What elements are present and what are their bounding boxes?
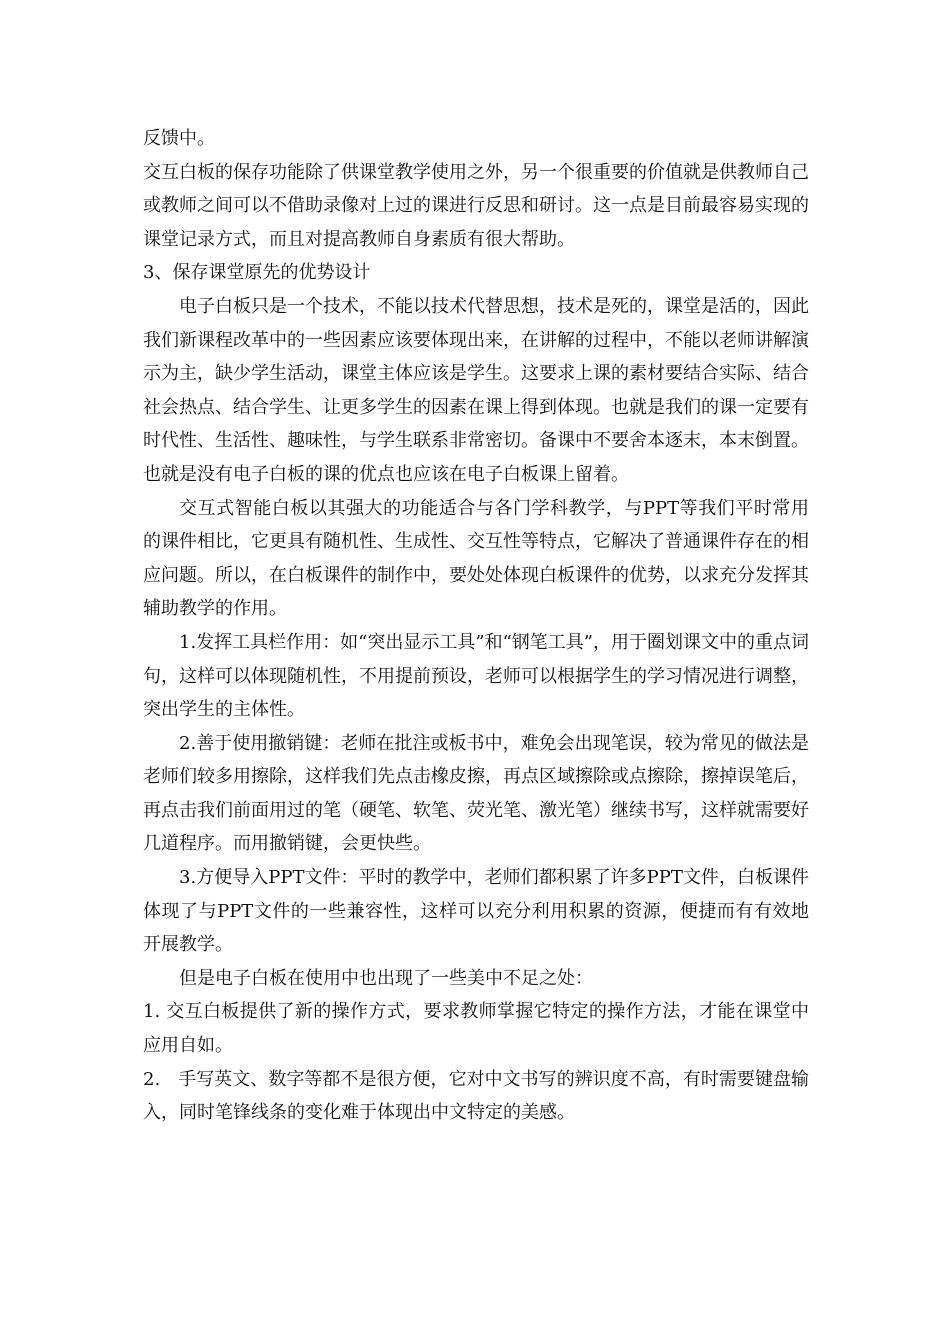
- paragraph-save-function: 交互白板的保存功能除了供课堂教学使用之外，另一个很重要的价值就是供教师自己或教师之间可以不借助录像对上过的课进行反思和研讨。这一点是目前最容易实现的课堂记录方式，而且对提高教师自身素质有很大帮助。: [143, 161, 809, 250]
- paragraph-technology: 电子白板只是一个技术，不能以技术代替思想，技术是死的，课堂是活的，因此我们新课程改革中的一些因素应该要体现出来，在讲解的过程中，不能以老师讲解演示为主，缺少学生活动，课堂主体应该是学生。这要求上课的素材要结合实际、结合社会热点、结合学生、让更多学生的因素在课上得到体现。也就是我们的课一定要有时代性、生活性、趣味性，与学生联系非常密切。备课中不要舍本逐末，本末倒置。也就是没有电子白板的课的优点也应该在电子白板课上留着。: [143, 295, 809, 485]
- document-body: [143, 122, 809, 1130]
- list-item-shortcoming-2: 2. 手写英文、数字等都不是很方便，它对中文书写的辨识度不高，有时需要键盘输入，同时笔锋线条的变化难于体现出中文特定的美感。: [143, 1068, 809, 1124]
- list-item-undo: 2.善于使用撤销键：老师在批注或板书中，难免会出现笔误，较为常见的做法是老师们较多用擦除，这样我们先点击橡皮擦，再点区域擦除或点擦除，擦掉误笔后，再点击我们前面用过的笔（硬笔、软笔、荧光笔、激光笔）继续书写，这样就需要好几道程序。而用撤销键，会更快些。: [143, 732, 809, 855]
- paragraph-continuation: 反馈中。: [143, 128, 215, 149]
- list-item-shortcoming-1: 1. 交互白板提供了新的操作方式，要求教师掌握它特定的操作方法，才能在课堂中应用自如。: [143, 1001, 809, 1057]
- paragraph-shortcomings: 但是电子白板在使用中也出现了一些美中不足之处：: [179, 967, 593, 989]
- section-heading-3: 3、保存课堂原先的优势设计: [143, 262, 371, 284]
- list-item-ppt-import: 3.方便导入PPT文件：平时的教学中，老师们都积累了许多PPT文件，白板课件体现了与PPT文件的一些兼容性，这样可以充分利用积累的资源，便捷而有有效地开展教学。: [143, 867, 809, 956]
- paragraph-interactive-whiteboard: 交互式智能白板以其强大的功能适合与各门学科教学，与PPT等我们平时常用的课件相比，它更具有随机性、生成性、交互性等特点，它解决了普通课件存在的相应问题。所以，在白板课件的制作中，要处处体现白板课件的优势，以求充分发挥其辅助教学的作用。: [143, 497, 809, 620]
- list-item-toolbar: 1.发挥工具栏作用：如“突出显示工具”和“钢笔工具”，用于圈划课文中的重点词句，这样可以体现随机性，不用提前预设，老师可以根据学生的学习情况进行调整，突出学生的主体性。: [143, 631, 809, 721]
